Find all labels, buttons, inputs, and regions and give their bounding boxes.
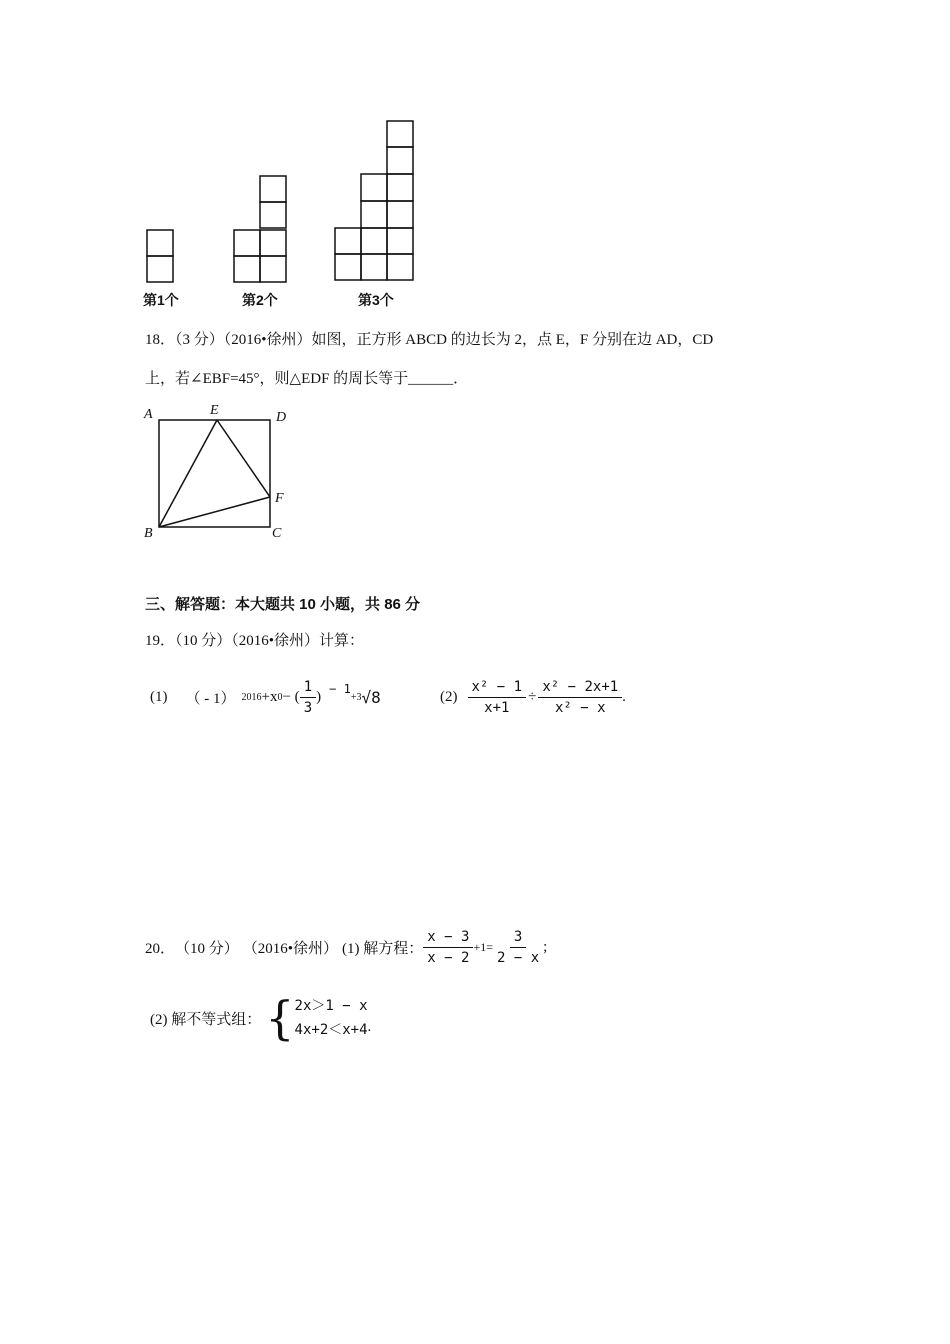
inequality-2: 4x+2＜x+4 <box>294 1022 368 1038</box>
q19-part1-frac-num: 1 <box>300 679 316 698</box>
point-f-label: F <box>275 491 284 506</box>
inequality-1: 2x＞1 − x <box>294 998 368 1014</box>
figure-2-blocks <box>234 176 286 282</box>
q20-number: 20． <box>145 940 176 957</box>
q19-part1-label: (1) <box>150 688 168 705</box>
q19-part1-exp-neg1: − 1 <box>329 682 351 696</box>
q19-part1-root: √8 <box>361 687 381 707</box>
q19-part1-fraction <box>300 679 316 716</box>
q20-part2-label: (2) 解不等式组： <box>150 1011 262 1028</box>
q19-source: （2016•徐州） <box>231 633 320 649</box>
segment-be <box>159 420 217 527</box>
q19-part2-label: (2) <box>440 689 458 705</box>
q19-part1-exp0: 0 <box>277 691 283 703</box>
inequality-system <box>295 994 368 1042</box>
q19-part1 <box>150 672 381 722</box>
q20-part2 <box>150 990 371 1046</box>
point-d-label: D <box>276 410 287 425</box>
q18-text-1: 如图，正方形 ABCD 的边长为 2，点 E，F 分别在边 AD，CD <box>311 332 714 348</box>
q19-part2-div: ÷ <box>528 689 537 705</box>
block-pattern-figure <box>140 118 430 318</box>
q18-score: （3 分） <box>175 332 224 348</box>
q19-part1-close: ) <box>316 688 322 705</box>
square-abcd-figure <box>140 400 300 545</box>
q20-ineq-end: . <box>367 1019 372 1035</box>
q20-frac2-num: 3 <box>510 929 526 948</box>
q20-frac1-num: x − 3 <box>423 929 473 948</box>
q20-score: （10 分） <box>175 940 239 957</box>
segment-ef <box>217 420 270 497</box>
q19-part1-base: （ - 1） <box>185 690 236 707</box>
q19-part2-f2-num: x² − 2x+1 <box>538 679 622 698</box>
point-a-label: A <box>144 407 153 422</box>
q20-eq-end: ; <box>543 938 548 955</box>
q19-part2-fraction1 <box>468 679 527 716</box>
figure-3-label: 第3个 <box>358 292 394 308</box>
point-c-label: C <box>272 526 282 541</box>
q20-frac1-den: x − 2 <box>427 949 470 966</box>
q20-frac2-den: 2 − x <box>497 949 540 966</box>
figure-2-label: 第2个 <box>242 292 278 308</box>
q19-part2-f1-num: x² − 1 <box>468 679 527 698</box>
q19-part1-exp2016: 2016 <box>241 691 262 703</box>
point-b-label: B <box>144 526 153 541</box>
q19-part1-plus3: +3 <box>350 691 362 703</box>
q20-line1 <box>145 922 547 972</box>
q20-fraction2 <box>493 929 543 966</box>
q19-text: 计算： <box>319 633 365 649</box>
q18-source: （2016•徐州） <box>223 332 312 348</box>
system-brace-icon: { <box>265 991 295 1045</box>
figure-3-blocks <box>335 121 413 280</box>
q19-score: （10 分） <box>175 633 232 649</box>
q20-eq-plus: +1= <box>473 939 493 954</box>
q19-part2-end: . <box>622 689 626 705</box>
section3-heading: 三、解答题：本大题共 10 小题，共 86 分 <box>145 596 421 613</box>
segment-bf <box>159 497 270 527</box>
q18-line1 <box>145 328 713 349</box>
q19-part2-f1-den: x+1 <box>484 700 510 716</box>
q19-number: 19． <box>145 633 176 649</box>
point-e-label: E <box>210 403 219 418</box>
q19-part2-f2-den: x² − x <box>554 700 606 716</box>
q20-fraction1 <box>423 929 473 966</box>
q20-source: （2016•徐州） <box>242 940 339 957</box>
q18-line2: 上，若∠EBF=45°，则△EDF 的周长等于______． <box>145 371 469 387</box>
q20-part1-label: (1) 解方程： <box>342 940 424 957</box>
q18-number: 18． <box>145 332 176 348</box>
q19-part1-plus-x: +x <box>261 688 278 705</box>
q19-part2 <box>440 670 626 725</box>
figure-1-blocks <box>147 230 173 282</box>
q19-part1-minus: − ( <box>282 688 300 705</box>
q19-part1-frac-den: 3 <box>303 699 313 716</box>
q19-line <box>145 629 364 650</box>
figure-1-label: 第1个 <box>143 292 179 308</box>
q19-part2-fraction2 <box>538 679 622 716</box>
